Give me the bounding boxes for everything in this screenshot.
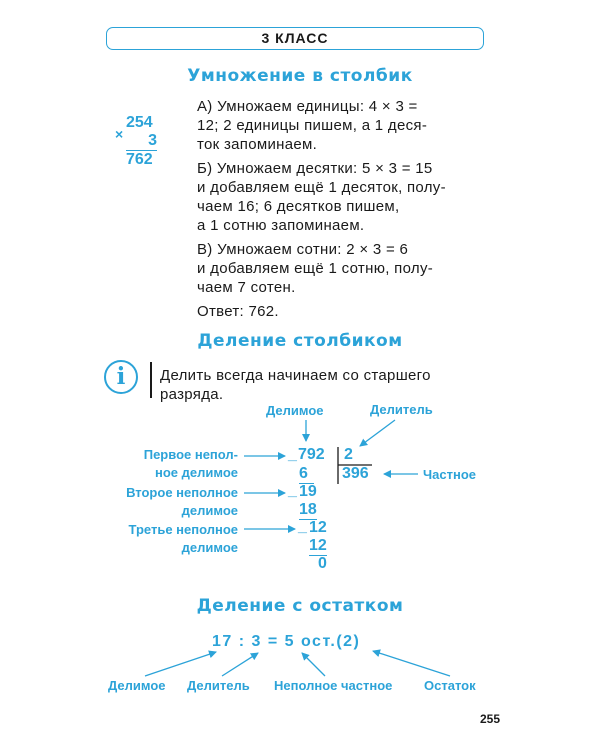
minus-sign: _ <box>298 518 307 535</box>
product: 762 <box>126 151 153 168</box>
multiplicand: 254 <box>126 114 153 131</box>
multiplier: 3 <box>126 132 157 151</box>
arrow-rem-divisor <box>222 653 258 676</box>
step-b: Б) Умножаем десятки: 5 × 3 = 15 и добавляем ещё 1 десяток, полу- чаем 16; 6 десятков пишем, а 1 сотню запоминаем. <box>197 160 446 234</box>
minus-sign: _ <box>288 482 297 499</box>
step-c: В) Умножаем сотни: 2 × 3 = 6 и добавляем ещё 1 сотню, полу- чаем 7 сотен. <box>197 241 434 296</box>
divisor-number: 2 <box>344 446 353 463</box>
arrow-divisor <box>360 420 395 446</box>
times-sign: × <box>115 126 124 142</box>
label-second-partial: Второе неполное делимое <box>126 485 238 518</box>
arrow-rem-dividend <box>145 652 216 676</box>
partial-3: 12 <box>309 519 327 536</box>
arrow-rem-remainder <box>373 651 450 676</box>
quotient-number: 396 <box>342 465 369 482</box>
arrow-rem-partial <box>302 653 325 676</box>
info-icon: i <box>104 360 138 394</box>
page-number: 255 <box>480 712 501 726</box>
remainder-expression: 17 : 3 = 5 ост.(2) <box>212 633 361 650</box>
label-partial-quotient: Неполное частное <box>274 678 393 693</box>
label-quotient: Частное <box>423 467 476 482</box>
label-dividend: Делимое <box>266 403 324 418</box>
label-divisor: Делитель <box>370 402 433 417</box>
info-text: Делить всегда начинаем со старшего разряда. <box>160 367 431 403</box>
step-a: А) Умножаем единицы: 4 × 3 = 12; 2 единицы пишем, а 1 деся- ток запоминаем. <box>197 98 428 153</box>
long-division-title: Деление столбиком <box>197 331 403 351</box>
dividend-number: 792 <box>298 446 325 463</box>
remainder-division-title: Деление с остатком <box>196 596 404 616</box>
label-first-partial: Первое непол- ное делимое <box>143 447 238 480</box>
subtract-2: 18 <box>299 501 317 518</box>
label-divisor-2: Делитель <box>187 678 250 693</box>
partial-2: 19 <box>299 483 317 500</box>
multiplication-title: Умножение в столбик <box>187 66 413 86</box>
minus-sign: _ <box>288 446 297 463</box>
answer: Ответ: 762. <box>197 303 279 320</box>
label-dividend-2: Делимое <box>108 678 166 693</box>
grade-header: 3 КЛАСС <box>106 27 484 50</box>
subtract-1: 6 <box>299 465 314 484</box>
label-remainder: Остаток <box>424 678 476 693</box>
label-third-partial: Третье неполное делимое <box>128 522 238 555</box>
subtract-3: 12 <box>309 537 327 554</box>
remainder-zero: 0 <box>318 555 327 572</box>
